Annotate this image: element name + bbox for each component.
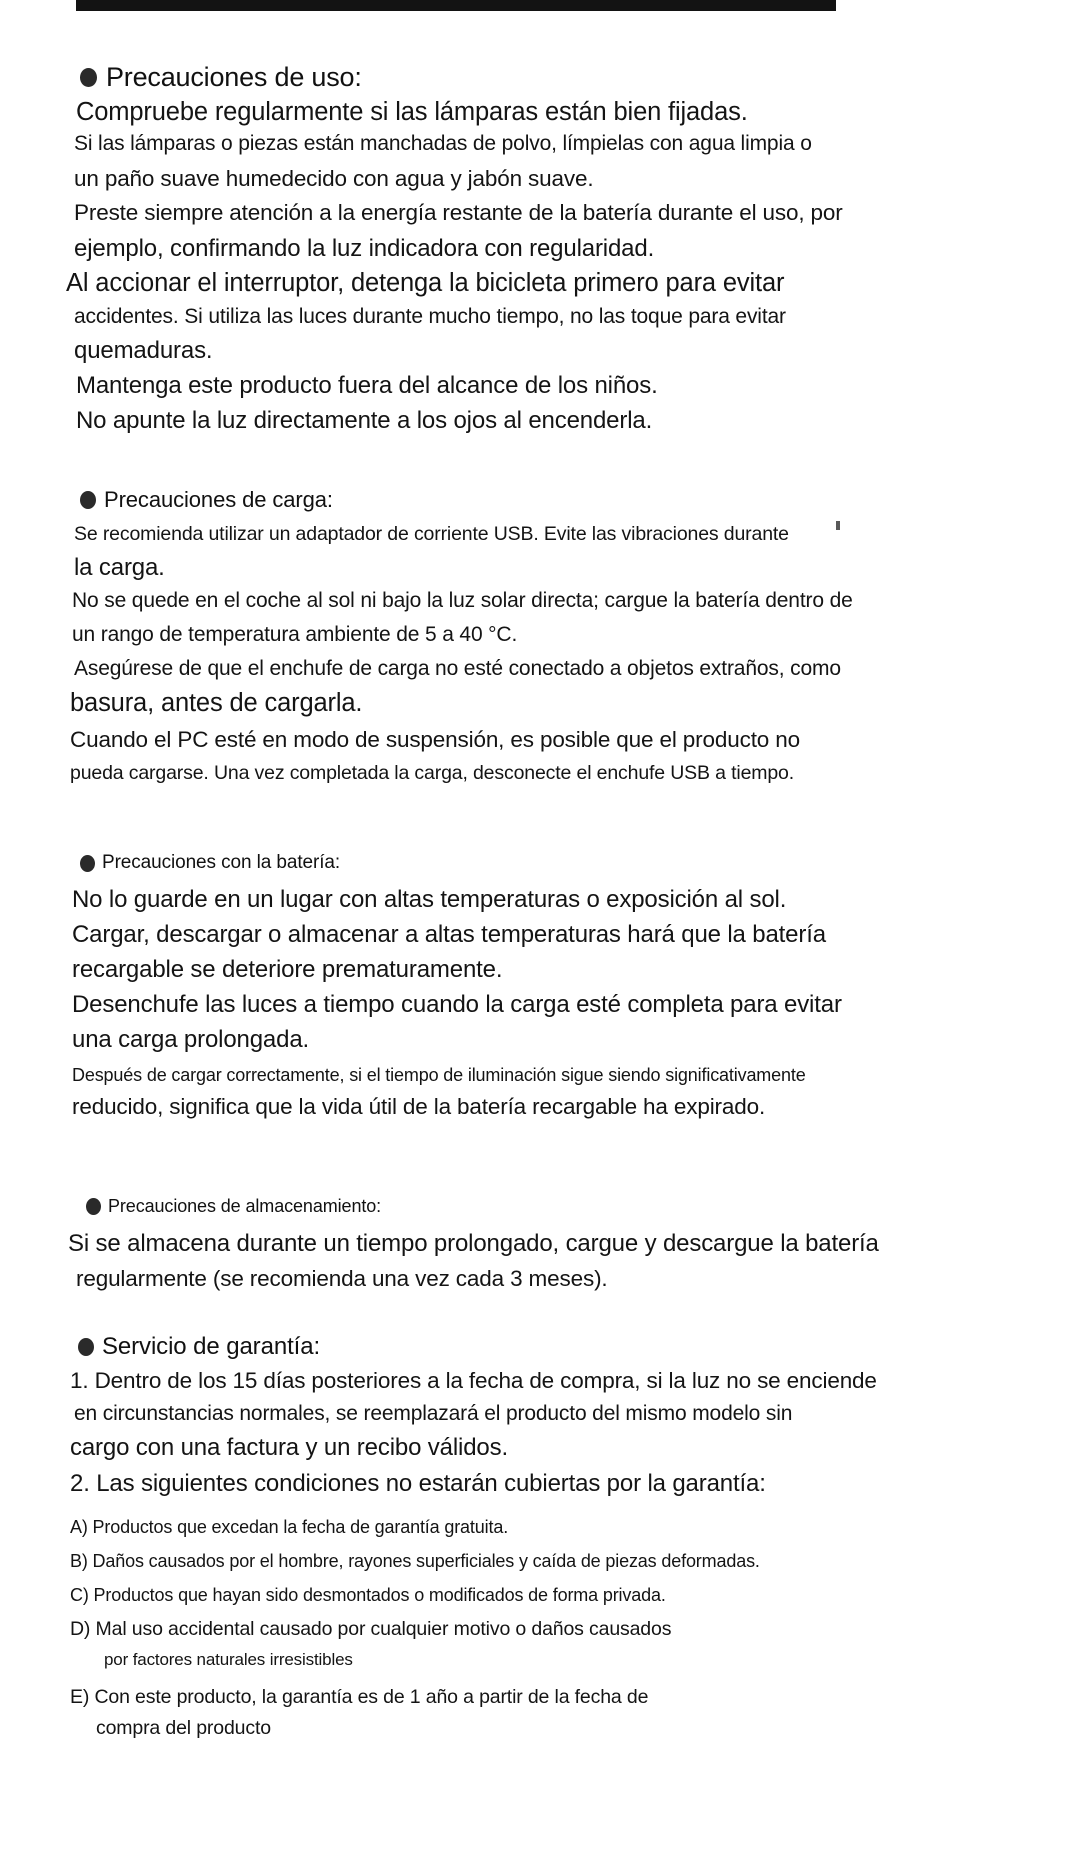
garantia-exclusion-e: E) Con este producto, la garantía es de 1 año a partir de la fecha de bbox=[70, 1686, 649, 1708]
almacenamiento-line-1: Si se almacena durante un tiempo prolongado, cargue y descargue la batería bbox=[68, 1230, 879, 1257]
scan-artifact bbox=[836, 521, 840, 530]
carga-line-7: Cuando el PC esté en modo de suspensión, es posible que el producto no bbox=[70, 727, 801, 752]
section-heading-uso bbox=[80, 62, 362, 93]
uso-line-4: Preste siempre atención a la energía restante de la batería durante el uso, por bbox=[74, 200, 843, 225]
bateria-line-2: Cargar, descargar o almacenar a altas temperaturas hará que la batería bbox=[72, 921, 826, 948]
uso-line-1: Compruebe regularmente si las lámparas están bien fijadas. bbox=[76, 98, 748, 126]
uso-line-9: Mantenga este producto fuera del alcance de los niños. bbox=[76, 372, 658, 399]
garantia-exclusion-b: B) Daños causados por el hombre, rayones superficiales y caída de piezas deformadas. bbox=[70, 1551, 760, 1571]
garantia-exclusion-d: D) Mal uso accidental causado por cualquier motivo o daños causados bbox=[70, 1618, 672, 1640]
uso-line-3: un paño suave humedecido con agua y jabón suave. bbox=[74, 166, 594, 191]
section-heading-carga-label: Precauciones de carga: bbox=[104, 487, 333, 512]
bateria-line-6: Después de cargar correctamente, si el tiempo de iluminación sigue siendo significativamente bbox=[72, 1065, 806, 1085]
uso-line-10: No apunte la luz directamente a los ojos al encenderla. bbox=[76, 407, 653, 434]
garantia-exclusion-a: A) Productos que excedan la fecha de garantía gratuita. bbox=[70, 1517, 509, 1537]
bateria-line-7: reducido, significa que la vida útil de la batería recargable ha expirado. bbox=[72, 1094, 766, 1119]
section-heading-almacenamiento-label: Precauciones de almacenamiento: bbox=[108, 1196, 382, 1216]
section-heading-garantia bbox=[78, 1333, 320, 1361]
garantia-line-3: cargo con una factura y un recibo válidos. bbox=[70, 1434, 508, 1461]
uso-line-7: accidentes. Si utiliza las luces durante mucho tiempo, no las toque para evitar bbox=[74, 305, 786, 328]
bullet-icon bbox=[80, 855, 95, 872]
carga-line-4: un rango de temperatura ambiente de 5 a 40 °C. bbox=[72, 623, 518, 646]
bateria-line-3: recargable se deteriore prematuramente. bbox=[72, 956, 503, 983]
section-heading-bateria-label: Precauciones con la batería: bbox=[102, 852, 341, 873]
uso-line-2: Si las lámparas o piezas están manchadas de polvo, límpielas con agua limpia o bbox=[74, 132, 812, 155]
carga-line-6: basura, antes de cargarla. bbox=[70, 689, 363, 717]
garantia-line-1: 1. Dentro de los 15 días posteriores a la fecha de compra, si la luz no se enciende bbox=[70, 1368, 877, 1393]
section-heading-garantia-label: Servicio de garantía: bbox=[102, 1333, 321, 1360]
carga-line-8: pueda cargarse. Una vez completada la carga, desconecte el enchufe USB a tiempo. bbox=[70, 762, 795, 784]
garantia-exclusion-d-cont: por factores naturales irresistibles bbox=[104, 1650, 353, 1669]
garantia-line-2: en circunstancias normales, se reemplazará el producto del mismo modelo sin bbox=[74, 1402, 793, 1425]
bullet-icon bbox=[80, 68, 97, 87]
section-heading-almacenamiento bbox=[86, 1196, 381, 1217]
bullet-icon bbox=[80, 491, 96, 509]
garantia-exclusion-c: C) Productos que hayan sido desmontados o modificados de forma privada. bbox=[70, 1585, 666, 1605]
carga-line-3: No se quede en el coche al sol ni bajo la luz solar directa; cargue la batería dentro de bbox=[72, 589, 853, 612]
uso-line-6: Al accionar el interruptor, detenga la bicicleta primero para evitar bbox=[66, 269, 785, 297]
bullet-icon bbox=[86, 1198, 101, 1215]
carga-line-1: Se recomienda utilizar un adaptador de corriente USB. Evite las vibraciones durante bbox=[74, 523, 789, 545]
almacenamiento-line-2: regularmente (se recomienda una vez cada 3 meses). bbox=[76, 1266, 608, 1291]
garantia-exclusion-e-cont: compra del producto bbox=[96, 1717, 271, 1739]
bullet-icon bbox=[78, 1338, 94, 1356]
bateria-line-5: una carga prolongada. bbox=[72, 1026, 310, 1053]
section-heading-carga bbox=[80, 487, 333, 513]
carga-line-2: la carga. bbox=[74, 554, 165, 581]
bateria-line-4: Desenchufe las luces a tiempo cuando la carga esté completa para evitar bbox=[72, 991, 842, 1018]
uso-line-5: ejemplo, confirmando la luz indicadora con regularidad. bbox=[74, 235, 655, 262]
carga-line-5: Asegúrese de que el enchufe de carga no esté conectado a objetos extraños, como bbox=[74, 657, 841, 680]
uso-line-8: quemaduras. bbox=[74, 337, 213, 364]
garantia-line-4: 2. Las siguientes condiciones no estarán cubiertas por la garantía: bbox=[70, 1470, 766, 1497]
page-edge-bar bbox=[76, 0, 836, 11]
section-heading-uso-label: Precauciones de uso: bbox=[106, 62, 362, 92]
bateria-line-1: No lo guarde en un lugar con altas temperaturas o exposición al sol. bbox=[72, 886, 787, 913]
section-heading-bateria bbox=[80, 852, 340, 874]
